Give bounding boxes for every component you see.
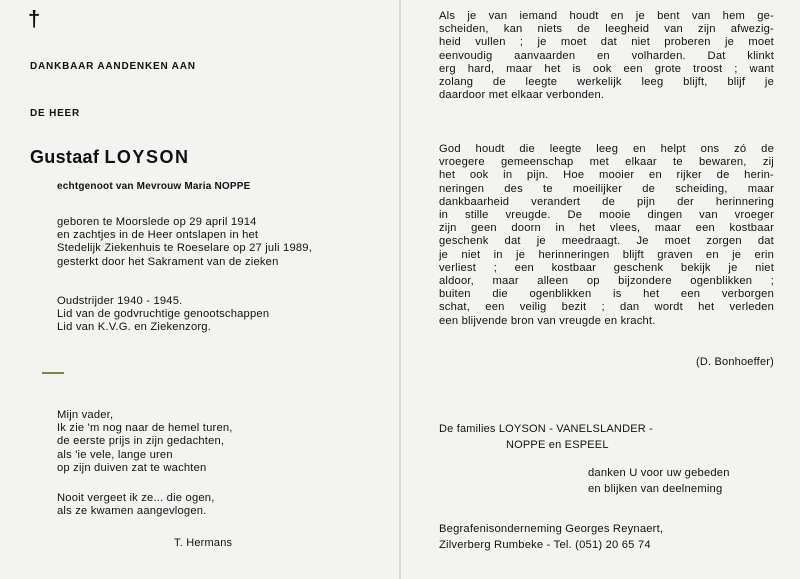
paragraph-1 (439, 10, 774, 102)
given-name: Gustaaf (30, 147, 100, 167)
poem-line: Ik zie 'm nog naar de hemel turen, (57, 422, 233, 435)
cross-symbol: † (28, 6, 41, 31)
text-line: geschenk dat je meedraagt. Je moet zorgen dat (439, 235, 774, 248)
deceased-name (30, 147, 189, 167)
text-line: een blijvende bron van vreugde en kracht. (439, 314, 656, 327)
text-line: je niet in je herinneringen blijft graven en je erin (439, 248, 774, 261)
text-line: het ook in pijn. Hoe mooier en rijker de herin- (439, 169, 774, 182)
text-line: dankbaarheid verandert de pijn der herinnering (439, 195, 774, 208)
right-page (400, 0, 800, 579)
thanks-line: danken U voor uw gebeden (588, 467, 730, 479)
membership-details (57, 295, 269, 335)
text-line: verliest ; een kostbaar geschenk bekijk je niet (439, 261, 774, 274)
text-line: Als je van iemand houdt en je bent van hem ge- (439, 10, 774, 22)
text-line: neringen des te moeilijker de scheiding, maar (439, 182, 774, 195)
undertaker-line: Begrafenisonderneming Georges Reynaert, (439, 523, 664, 535)
life-line: geboren te Moorslede op 29 april 1914 (57, 216, 257, 228)
text-line: zijn geen doorn in het vlees, maar een kostbaar (439, 222, 774, 235)
text-line: erg hard, maar het is ook een grote troost ; want (439, 62, 774, 75)
life-details (57, 216, 312, 269)
text-line: schat, een veilig bezit ; dan wordt het verleden (439, 301, 774, 314)
text-line: God houdt die leegte leeg en helpt ons zó de (439, 143, 774, 155)
life-line: en zachtjes in de Heer ontslapen in het (57, 229, 259, 242)
text-line: scheiden, kan niets de leegheid van zijn afwezig- (439, 23, 774, 36)
title-de-heer: DE HEER (30, 108, 81, 119)
text-line: heid vullen ; je moet dat niet proberen je moet (439, 36, 774, 49)
poem (57, 409, 233, 518)
life-line: Stedelijk Ziekenhuis te Roeselare op 27 juli 1989, (57, 242, 313, 255)
membership-line: Lid van K.V.G. en Ziekenzorg. (57, 321, 212, 334)
surname: LOYSON (104, 147, 190, 167)
text-line: vroegere gemeenschap met elkaar te bewaren, zij (439, 156, 774, 169)
spouse-line: echtgenoot van Mevrouw Maria NOPPE (57, 181, 251, 192)
quote-author: (D. Bonhoeffer) (695, 356, 774, 368)
membership-line: Oudstrijder 1940 - 1945. (57, 295, 183, 307)
families-line-2: NOPPE en ESPEEL (506, 439, 609, 451)
poem-line: op zijn duiven zat te wachten (57, 461, 207, 474)
poem-author: T. Hermans (174, 537, 233, 549)
undertaker-line: Zilverberg Rumbeke - Tel. (051) 20 65 74 (439, 539, 651, 551)
text-line: zolang de leegte werkelijk leeg blijft, blijf je (439, 76, 774, 89)
text-line: in stille vreugde. De mooie dingen van vroeger (439, 209, 774, 222)
poem-line: de eerste prijs in zijn gedachten, (57, 435, 225, 448)
poem-line: Nooit vergeet ik ze... die ogen, (57, 492, 215, 505)
text-line: buiten die ogenblikken is het een verborgen (439, 288, 774, 301)
poem-spacer (57, 475, 233, 492)
heading-dankbaar: DANKBAAR AANDENKEN AAN (30, 61, 196, 72)
thanks (588, 465, 730, 497)
families-line-1: De families LOYSON - VANELSLANDER - (439, 423, 654, 435)
poem-line: als ze kwamen aangevlogen. (57, 505, 207, 518)
poem-line: als 'ie vele, lange uren (57, 448, 173, 461)
thanks-line: en blijken van deelneming (588, 483, 723, 495)
life-line: gesterkt door het Sakrament van de zieken (57, 255, 279, 268)
text-line: eenvoudig aanvaarden en volharden. Dat klinkt (439, 49, 774, 62)
text-line: daardoor met elkaar verbonden. (439, 89, 605, 102)
paragraph-2 (439, 143, 774, 328)
text-line: aldoor, maar alleen op bijzondere ogenblikken ; (439, 275, 774, 288)
undertaker (439, 521, 663, 553)
poem-line: Mijn vader, (57, 409, 114, 421)
divider-dash (42, 372, 64, 374)
membership-line: Lid van de godvruchtige genootschappen (57, 308, 270, 321)
